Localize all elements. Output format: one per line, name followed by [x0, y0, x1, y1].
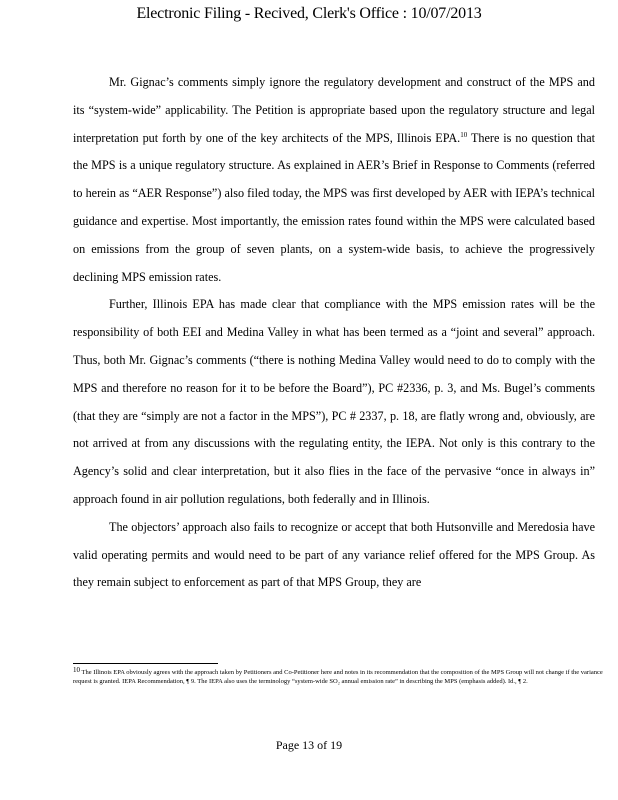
- filing-header: Electronic Filing - Recived, Clerk's Office : 10/07/2013: [136, 5, 482, 22]
- footnote-reference: 10: [460, 130, 468, 139]
- footnote-text: The Illinois EPA obviously agrees with the approach taken by Petitioners and Co-Petitioner here and notes in its recommendation that the composition of the MPS Group will not change if the variance request is granted. IEPA Recommendation, ¶ 9. The IEPA also uses the terminology “system-wide SO₂ annual emission rate” in describing the MPS (emphasis added). Id., ¶ 2.: [73, 669, 603, 685]
- footnote: [73, 668, 603, 686]
- document-body: [73, 69, 595, 597]
- footnote-number: 10: [73, 666, 80, 674]
- page-number: Page 13 of 19: [275, 738, 343, 752]
- paragraph-1-text-b: There is no question that the MPS is a unique regulatory structure. As explained in AER’s Brief in Response to Comments (referred to herein as “AER Response”) also filed today, the MPS was first developed by AER with IEPA’s technical guidance and expertise. Most importantly, the emission rates found within the MPS were calculated based on emissions from the group of seven plants, on a system-wide basis, to achieve the progressively declining MPS emission rates.: [73, 130, 596, 284]
- paragraph-1-text-a: Mr. Gignac’s comments simply ignore the regulatory development and construct of the MPS and its “system-wide” applicability. The Petition is appropriate based upon the regulatory structure and legal interpretation put forth by one of the key architects of the MPS, Illinois EPA.: [73, 75, 595, 145]
- paragraph-3: The objectors’ approach also fails to recognize or accept that both Hutsonville and Meredosia have valid operating permits and would need to be part of any variance relief offered for the MPS Group. As they remain subject to enforcement as part of that MPS Group, they are: [73, 519, 595, 590]
- paragraph-2: Further, Illinois EPA has made clear that compliance with the MPS emission rates will be the responsibility of both EEI and Medina Valley in what has been termed as a “joint and several” approach. Thus, both Mr. Gignac’s comments (“there is nothing Medina Valley would need to do to comply with the MPS and therefore no reason for it to be before the Board”), PC #2336, p. 3, and Ms. Bugel’s comments (that they are “simply are not a factor in the MPS”), PC # 2337, p. 18, are flatly wrong and, obviously, are not arrived at from any discussions with the regulating entity, the IEPA. Not only is this contrary to the Agency’s solid and clear interpretation, but it also flies in the face of the pervasive “once in always in” approach found in air pollution regulations, both federally and in Illinois.: [73, 297, 595, 506]
- footnote-divider: [73, 663, 218, 664]
- paragraph-1: [73, 69, 595, 291]
